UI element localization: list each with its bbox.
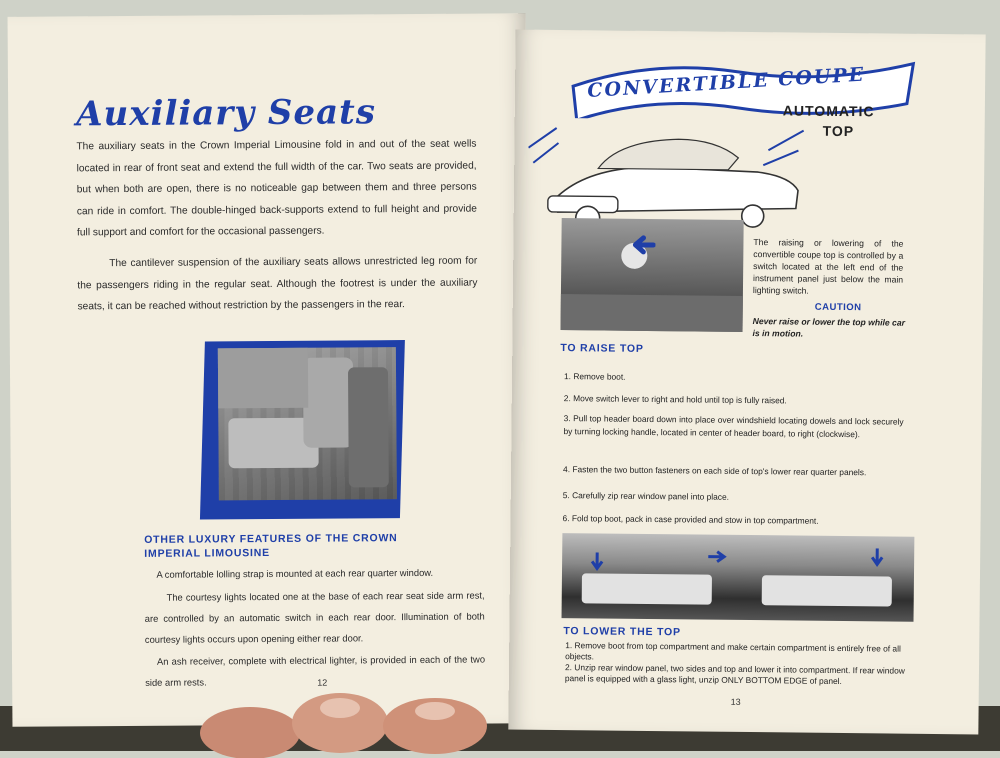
lower-step-1: 1. Remove boot from top compartment and make certain compartment is entirely free of all objects. xyxy=(565,640,901,662)
top-header-board-photo xyxy=(562,533,915,622)
raise-step-2: 2. Move switch lever to right and hold until top is fully raised. xyxy=(563,393,787,406)
page-title-auxiliary-seats: Auxiliary Seats xyxy=(76,92,377,135)
auxiliary-seats-paragraph-1: The auxiliary seats in the Crown Imperial Limousine fold in and out of the seat wells located in rear of front seat and extend the full width of the car. Two seats are provided, but when both are open, there is no noticeable gap between them and three persons can ride in comfort. The double-hinged back-supports extend to full height and provide full support and comfort for the occasional passengers. xyxy=(76,138,477,239)
hand-fingers xyxy=(190,678,510,758)
down-arrow-icon xyxy=(590,552,604,572)
switch-caption: The raising or lowering of the convertible coupe top is controlled by a switch located at the left end of the instrument panel just below the main lighting switch. xyxy=(752,237,904,296)
raise-top-heading: TO RAISE TOP xyxy=(560,342,644,355)
auxiliary-seat-photo xyxy=(218,347,397,500)
lower-step-2: 2. Unzip rear window panel, two sides and top and lower it into compartment. If rear window panel is equipped with a glass light, unzip ONLY BOTTOM EDGE of panel. xyxy=(564,662,905,687)
auxiliary-seats-paragraph-2: The cantilever suspension of the auxiliary seats allows unrestricted leg room for the passengers riding in the regular seat. Although the footrest is under the auxiliary seats, it can be reached without restriction by the passengers in the rear. xyxy=(77,255,478,313)
down-arrow-icon-right xyxy=(870,548,884,568)
luxury-feature-1: A comfortable lolling strap is mounted at each rear quarter window. xyxy=(156,566,434,580)
raise-step-1: 1. Remove boot. xyxy=(563,371,626,382)
raise-step-6: 6. Fold top boot, pack in case provided and stow in top compartment. xyxy=(562,513,819,526)
page-number-left: 12 xyxy=(317,677,328,688)
top-label: TOP xyxy=(822,122,855,140)
lower-top-heading: TO LOWER THE TOP xyxy=(563,625,681,639)
luxury-feature-2: The courtesy lights located one at the base of each rear seat side arm rest, are controlled by an automatic switch in each rear door. Illumination of both courtesy lights occurs upon opening either rear door. xyxy=(144,589,485,645)
caution-label: CAUTION xyxy=(814,301,862,314)
page-number-right: 13 xyxy=(730,696,741,707)
raise-step-3: 3. Pull top header board down into place over windshield locating dowels and lock securely by turning locking handle, located in center of header board, to right (clockwise). xyxy=(563,413,904,440)
other-luxury-features-heading: OTHER LUXURY FEATURES OF THE CROWN IMPERIAL LIMOUSINE xyxy=(144,532,398,560)
right-arrow-icon xyxy=(708,550,728,564)
right-page xyxy=(508,30,985,735)
automatic-label: AUTOMATIC xyxy=(782,102,875,120)
arrow-icon xyxy=(625,235,655,255)
raise-step-5: 5. Carefully zip rear window panel into place. xyxy=(562,490,730,502)
caution-text: Never raise or lower the top while car is in motion. xyxy=(752,316,906,339)
left-page xyxy=(8,13,531,727)
raise-step-4: 4. Fasten the two button fasteners on each side of top's lower rear quarter panels. xyxy=(563,464,867,478)
luxury-feature-3: An ash receiver, complete with electrical lighter, is provided in each of the two side arm rests. xyxy=(145,653,486,688)
banner-title: CONVERTIBLE COUPE xyxy=(586,63,866,102)
